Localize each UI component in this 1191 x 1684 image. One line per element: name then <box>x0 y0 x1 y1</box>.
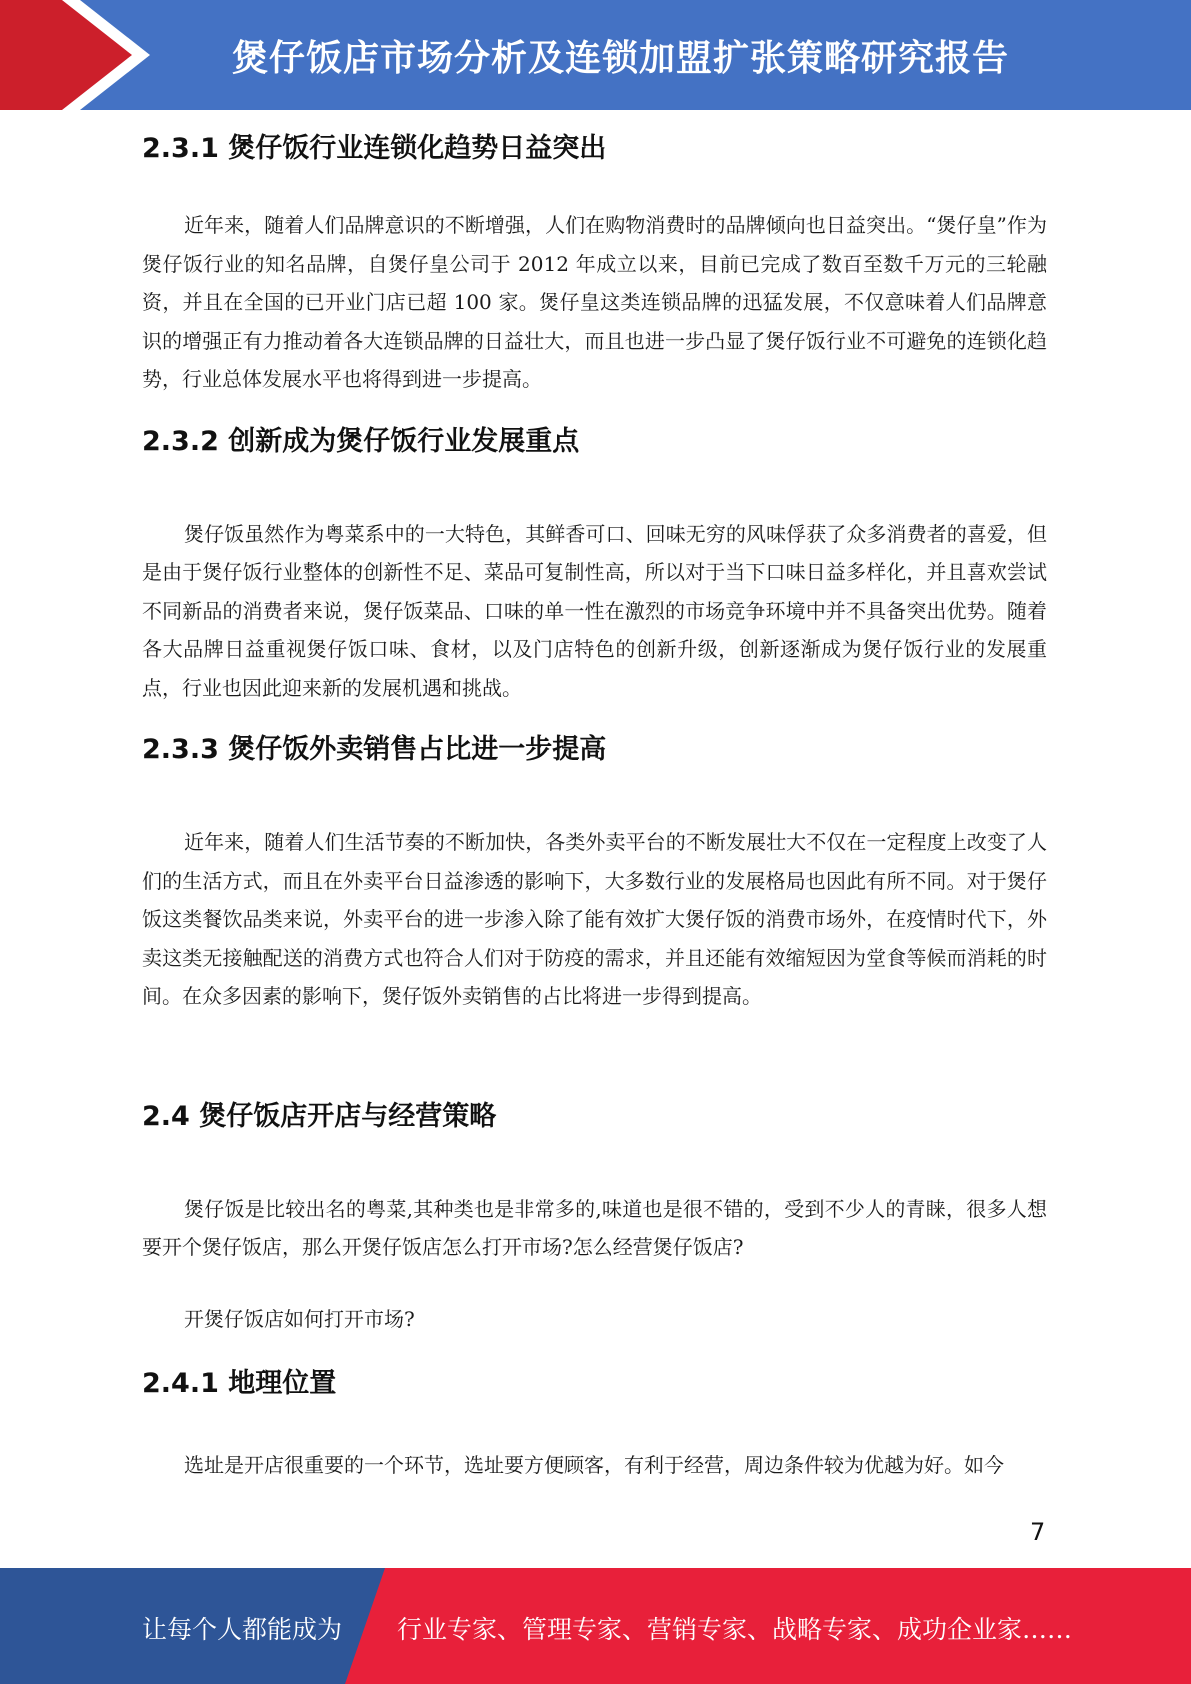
section-paragraph: 开煲仔饭店如何打开市场? <box>184 1306 415 1331</box>
section-paragraph: 煲仔饭虽然作为粤菜系中的一大特色，其鲜香可口、回味无穷的风味俘获了众多消费者的喜爱，但是由于煲仔饭行业整体的创新性不足、菜品可复制性高，所以对于当下口味日益多样化，并且喜欢尝试不同新品的消费者来说，煲仔饭菜品、口味的单一性在激烈的市场竞争环境中并不具备突出优势。随着各大品牌日益重视煲仔饭口味、食材，以及门店特色的创新升级，创新逐渐成为煲仔饭行业的发展重点，行业也因此迎来新的发展机遇和挑战。 <box>142 521 1047 700</box>
footer-slogan-left: 让每个人都能成为 <box>142 1615 343 1644</box>
section-heading-2-4-1: 2.4.1 地理位置 <box>142 1368 337 1399</box>
section-heading-2-3-2: 2.3.2 创新成为煲仔饭行业发展重点 <box>142 425 580 457</box>
page-number: 7 <box>1030 1518 1046 1546</box>
footer-banner <box>0 1568 1191 1684</box>
section-heading-2-3-1: 2.3.1 煲仔饭行业连锁化趋势日益突出 <box>142 133 607 164</box>
section-paragraph: 选址是开店很重要的一个环节，选址要方便顾客，有利于经营，周边条件较为优越为好。如今 <box>184 1453 1004 1477</box>
header-banner <box>0 0 1191 110</box>
document-body <box>142 118 1047 1485</box>
section-heading-2-3-3: 2.3.3 煲仔饭外卖销售占比进一步提高 <box>142 734 607 765</box>
section-paragraph: 近年来，随着人们生活节奏的不断加快，各类外卖平台的不断发展壮大不仅在一定程度上改变了人们的生活方式，而且在外卖平台日益渗透的影响下，大多数行业的发展格局也因此有所不同。对于煲仔饭这类餐饮品类来说，外卖平台的进一步渗入除了能有效扩大煲仔饭的消费市场外，在疫情时代下，外卖这类无接触配送的消费方式也符合人们对于防疫的需求，并且还能有效缩短因为堂食等候而消耗的时间。在众多因素的影响下，煲仔饭外卖销售的占比将进一步得到提高。 <box>142 830 1047 1008</box>
header-chevron-icon <box>0 0 170 110</box>
footer-slogan-right: 行业专家、管理专家、营销专家、战略专家、成功企业家…… <box>397 1615 1073 1644</box>
report-title: 煲仔饭店市场分析及连锁加盟扩张策略研究报告 <box>232 38 1010 79</box>
section-paragraph: 近年来，随着人们品牌意识的不断增强，人们在购物消费时的品牌倾向也日益突出。“煲仔皇”作为煲仔饭行业的知名品牌，自煲仔皇公司于 2012 年成立以来，目前已完成了数百至数千万元的三轮融资，并且在全国的已开业门店已超 100 家。煲仔皇这类连锁品牌的迅猛发展，不仅意味着人们品牌意识的增强正有力推动着各大连锁品牌的日益壮大，而且也进一步凸显了煲仔饭行业不可避免的连锁化趋势，行业总体发展水平也将得到进一步提高。 <box>142 213 1047 391</box>
section-paragraph: 煲仔饭是比较出名的粤菜,其种类也是非常多的,味道也是很不错的，受到不少人的青睐，很多人想要开个煲仔饭店，那么开煲仔饭店怎么打开市场?怎么经营煲仔饭店? <box>142 1196 1047 1259</box>
section-heading-2-4: 2.4 煲仔饭店开店与经营策略 <box>142 1100 497 1132</box>
